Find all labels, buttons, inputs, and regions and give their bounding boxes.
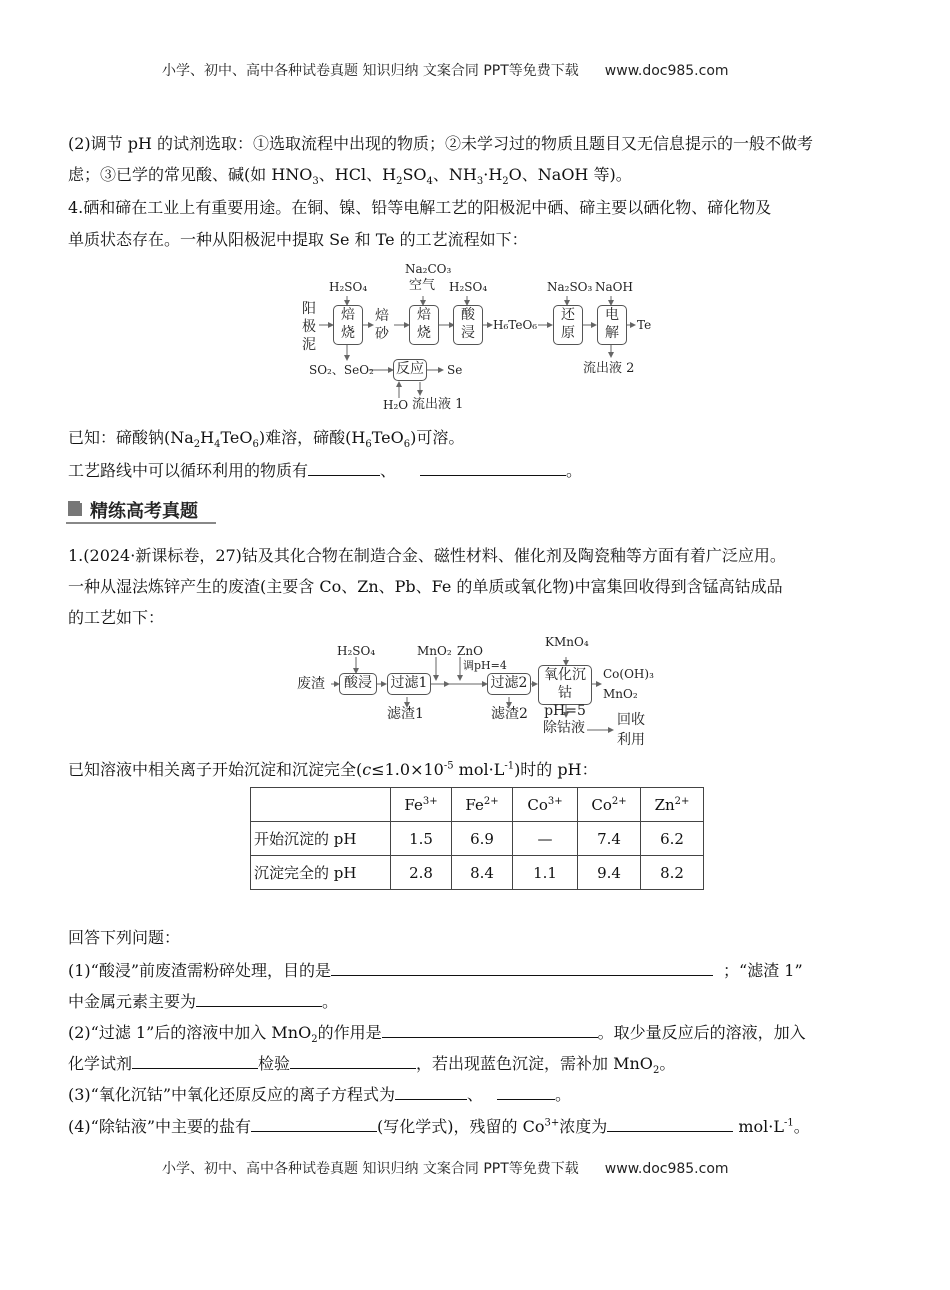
se-product-label: Se [447,363,463,377]
cobalt-flowchart [295,637,660,749]
footer-url: www.doc985.com [604,1161,729,1177]
answer-blank-q4-salt[interactable] [251,1115,377,1132]
answer-blank-q2-reagent[interactable] [132,1052,258,1069]
answer-blank-recycle-1[interactable] [308,459,380,476]
te-product-label: Te [637,318,652,332]
table-header-row [251,788,704,822]
question-1-line-2: 中金属元素主要为 。 [68,992,339,1011]
page-header [162,60,729,80]
electrolysis-box: 电 解 [597,305,627,345]
table-cell: 6.2 [641,822,704,856]
table-cell: 9.4 [578,856,641,890]
table-header-cell: $Fe^{2+}$ [452,788,513,822]
outflow-2-label: 流出液 2 [583,361,635,376]
question-2-line-2: 化学试剂 检验 ，若出现蓝色沉淀，需补加 MnO$_2$。 [68,1054,676,1077]
table-header-cell: $Co^{2+}$ [578,788,641,822]
answer-blank-q3-eq2[interactable] [497,1083,555,1100]
table-cell: — [513,822,578,856]
answer-blank-q4-conc[interactable] [607,1115,733,1132]
q4-line-1: 4.硒和碲在工业上有重要用途。在铜、镍、铅等电解工艺的阳极泥中硒、碲主要以硒化物、碲化物及 [68,198,772,217]
roast-box-1: 焙 烧 [333,305,363,345]
table-corner [251,788,391,822]
table-header-cell: $Fe^{3+}$ [391,788,452,822]
row-label: 沉淀完全的 pH [251,856,391,890]
water-label: H₂O [383,398,409,412]
acid-leach-box: 酸 浸 [453,305,483,345]
answer-blank-q2-ion[interactable] [290,1052,416,1069]
air-label: 空气 [409,278,436,293]
kmno4-label: KMnO₄ [545,635,589,649]
product-cooh3-label: Co(OH)₃ [603,667,654,681]
gases-label: SO₂、SeO₂ [309,363,374,377]
reagent-line-1: (2)调节 pH 的试剂选取：①选取流程中出现的物质；②未学习过的物质且题目又无信息提示的一般不做考 [68,134,814,153]
table-cell: 1.5 [391,822,452,856]
answer-blank-q3-eq1[interactable] [395,1083,467,1100]
q1-line-1: 1.(2024·新课标卷，27)钴及其化合物在制造合金、磁性材料、催化剂及陶瓷釉等方面有着广泛应用。 [68,546,786,565]
answer-blank-q1-purpose[interactable] [331,959,713,976]
reduce-box: 还 原 [553,305,583,345]
q1-line-3: 的工艺如下： [68,608,165,627]
calcine-label: 焙 砂 [375,308,389,342]
naoh-label: NaOH [595,280,633,294]
table-row [251,856,704,890]
h2so4-label-2: H₂SO₄ [449,280,488,294]
se-te-flowchart [295,260,655,415]
q4-line-2: 单质状态存在。一种从阳极泥中提取 Se 和 Te 的工艺流程如下： [68,230,528,249]
table-row [251,822,704,856]
reagent-line-2: 虑；③已学的常见酸、碱(如 $HNO_3$、HCl、$H_2SO_4$、$NH_3\cdot H_2O$、NaOH 等)。 [68,165,632,188]
table-cell: 8.4 [452,856,513,890]
h2so4-label-1: H₂SO₄ [329,280,368,294]
h6teo6-label: H₆TeO₆ [493,318,538,332]
question-1-line-1: (1)“酸浸”前废渣需粉碎处理，目的是 ；“滤渣 1” [68,961,803,980]
ph-table [250,787,704,890]
mno2-label: MnO₂ [417,644,452,658]
q4-recycle-question: 工艺路线中可以循环利用的物质有 、 。 [68,461,583,480]
zno-label: ZnO [457,644,483,658]
waste-residue-label: 废渣 [297,676,325,692]
filter2-box: 过滤2 [487,673,531,695]
section-title: 精练高考真题 [90,501,198,522]
residue2-label: 滤渣2 [491,706,528,722]
header-text: 小学、初中、高中各种试卷真题 知识归纳 文案合同 PPT等免费下载 [162,63,579,79]
table-cell: 1.1 [513,856,578,890]
acid-leach-box-2: 酸浸 [339,673,377,695]
anode-slime-label: 阳 极 泥 [302,301,316,353]
answer-blank-q1-metal[interactable] [196,990,322,1007]
answer-blank-q2-role[interactable] [382,1021,598,1038]
answer-blank-recycle-2[interactable] [420,459,566,476]
reaction-box: 反应 [393,359,427,381]
section-header [66,496,216,524]
question-3: (3)“氧化沉钴”中氧化还原反应的离子方程式为 、 。 [68,1085,572,1104]
document-icon [68,501,82,516]
table-header-cell: $Zn^{2+}$ [641,788,704,822]
question-2-line-1: (2)“过滤 1”后的溶液中加入 MnO$_2$的作用是 。取少量反应后的溶液，加入 [68,1023,806,1046]
h2so4-label-3: H₂SO₄ [337,644,376,658]
residue1-label: 滤渣1 [387,706,424,722]
recycle-label-1: 回收 [617,712,645,728]
roast-box-2: 焙 烧 [409,305,439,345]
table-header-cell: $Co^{3+}$ [513,788,578,822]
oxidation-precipitation-box: 氧化沉 钴pH=5 [538,665,592,705]
recycle-label-2: 利用 [617,732,645,748]
table-cell: 2.8 [391,856,452,890]
table-cell: 7.4 [578,822,641,856]
q1-line-2: 一种从湿法炼锌产生的废渣(主要含 Co、Zn、Pb、Fe 的单质或氧化物)中富集回收得到含锰高钴成品 [68,577,783,596]
page-footer [162,1158,729,1178]
na2so3-label: Na₂SO₃ [547,280,593,294]
footer-text: 小学、初中、高中各种试卷真题 知识归纳 文案合同 PPT等免费下载 [162,1161,579,1177]
filter1-box: 过滤1 [387,673,431,695]
na2co3-label: Na₂CO₃ [405,262,452,276]
question-4: (4)“除钴液”中主要的盐有 (写化学式)，残留的 $Co^{3+}$浓度为 $mol\cdot L^{-1}$。 [68,1117,810,1136]
cobalt-removed-solution-label: 除钴液 [543,720,585,736]
product-mno2-label: MnO₂ [603,687,638,701]
outflow-1-label: 流出液 1 [412,397,464,412]
row-label: 开始沉淀的 pH [251,822,391,856]
q1-known: 已知溶液中相关离子开始沉淀和沉淀完全($c\le 1.0\times 10^{-5}$ $mol\cdot L^{-1}$)时的 pH： [68,760,598,779]
adjust-ph-label: 调pH=4 [463,659,507,672]
q4-known: 已知：碲酸钠$(Na_2H_4TeO_6)$难溶，碲酸$(H_6TeO_6)$可溶。 [68,428,465,451]
header-url: www.doc985.com [604,63,729,79]
table-cell: 6.9 [452,822,513,856]
questions-intro: 回答下列问题： [68,928,181,947]
table-cell: 8.2 [641,856,704,890]
